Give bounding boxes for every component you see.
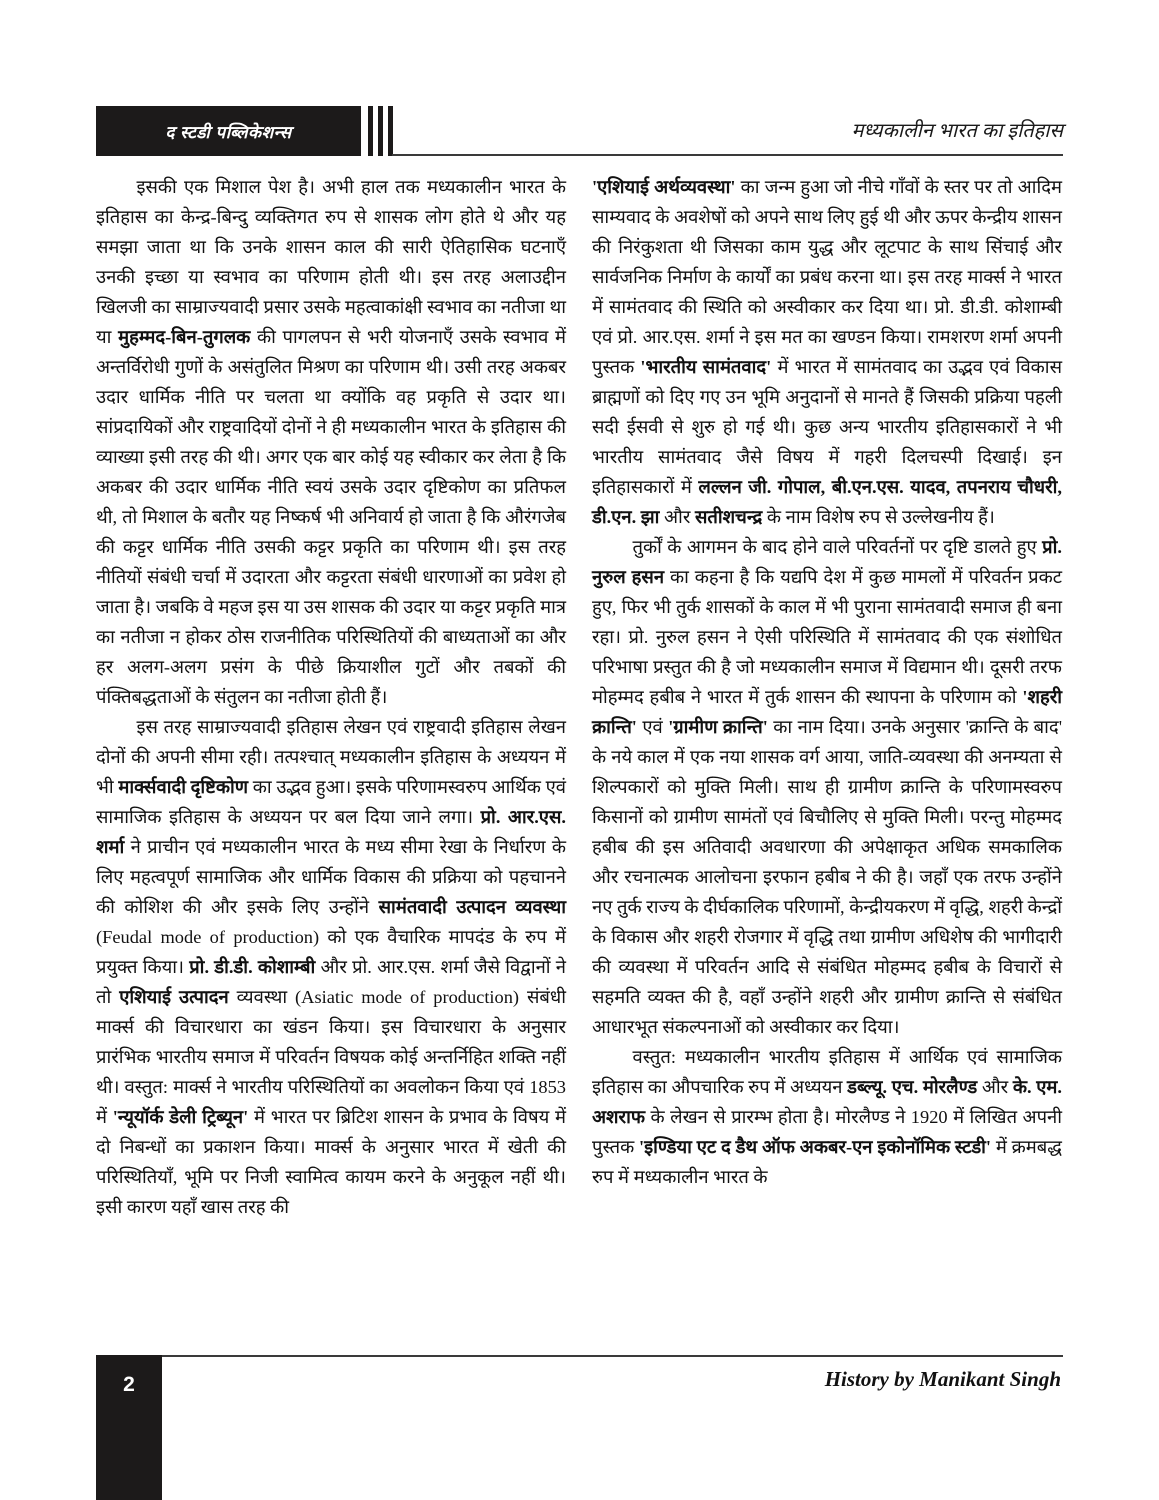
- running-header: [96, 106, 1063, 160]
- author-credit: History by Manikant Singh: [824, 1367, 1061, 1391]
- body-text: इसकी एक मिशाल पेश है। अभी हाल तक मध्यकालीन भारत के इतिहास का केन्द्र-बिन्दु व्यक्तिगत रुप से शासक लोग होते थे और यह समझा जाता था कि उनके शासन काल की सारी ऐतिहासिक घटनाएँ उनकी इच्छा या स्वभाव का परिणाम होती थी। इस तरह अलाउद्दीन खिलजी का साम्राज्यवादी प्रसार उसके महत्वाकांक्षी स्वभाव का नतीजा था या: [96, 177, 566, 347]
- body-text: (Feudal mode of production) को एक वैचारिक मापदंड के रुप में प्रयुक्त किया।: [96, 927, 566, 977]
- right-column: [592, 172, 1062, 1350]
- emphasis-term: प्रो. आर.एस. शर्मा: [96, 807, 566, 857]
- body-text: का उद्भव हुआ। इसके परिणामस्वरुप आर्थिक एवं सामाजिक इतिहास के अध्ययन पर बल दिया जाने लगा।: [96, 777, 566, 827]
- paragraph: [592, 1042, 1062, 1192]
- emphasis-term: 'न्यूयॉर्क डेली ट्रिब्यून': [112, 1107, 249, 1127]
- body-text: का जन्म हुआ जो नीचे गाँवों के स्तर पर तो आदिम साम्यवाद के अवशेषों को अपने साथ लिए हुई थी और ऊपर केन्द्रीय शासन की निरंकुशता थी जिसका काम युद्ध और लूटपाट के साथ सिंचाई और सार्वजनिक निर्माण के कार्यों का प्रबंध करना था। इस तरह मार्क्स ने भारत में सामंतवाद की स्थिति को अस्वीकार कर दिया था। प्रो. डी.डी. कोशाम्बी एवं प्रो. आर.एस. शर्मा ने इस मत का खण्डन किया। रामशरण शर्मा अपनी पुस्तक: [592, 177, 1062, 377]
- body-text: इस तरह साम्राज्यवादी इतिहास लेखन एवं राष्ट्रवादी इतिहास लेखन दोनों की अपनी सीमा रही। तत्पश्चात् मध्यकालीन इतिहास के अध्ययन में भी: [96, 717, 566, 797]
- body-text: में भारत में सामंतवाद का उद्भव एवं विकास ब्राह्मणों को दिए गए उन भूमि अनुदानों से मानते हैं जिसकी प्रक्रिया पहली सदी ईसवी से शुरु हो गई थी। कुछ अन्य भारतीय इतिहासकारों ने भी भारतीय सामंतवाद जैसे विषय में गहरी दिलचस्पी दिखाई। इन इतिहासकारों में: [592, 357, 1063, 497]
- body-columns: [96, 172, 1063, 1350]
- emphasis-term: 'भारतीय सामंतवाद': [640, 357, 772, 377]
- emphasis-term: के. एम. अशराफ: [592, 1077, 1062, 1127]
- emphasis-term: सतीशचन्द्र: [694, 507, 763, 527]
- footer-rule: [162, 1355, 1063, 1357]
- header-rule: [392, 154, 1063, 156]
- body-text: और: [977, 1077, 1013, 1097]
- book-title: मध्यकालीन भारत का इतिहास: [851, 120, 1063, 142]
- body-text: और प्रो. आर.एस. शर्मा जैसे विद्वानों ने तो: [96, 957, 566, 1007]
- body-text: में क्रमबद्ध रुप में मध्यकालीन भारत के: [592, 1137, 1062, 1187]
- emphasis-term: मुहम्मद-बिन-तुगलक: [118, 327, 251, 347]
- page-number: 2: [123, 1373, 135, 1396]
- emphasis-term: प्रो. नुरुल हसन: [592, 537, 1062, 587]
- emphasis-term: 'इण्डिया एट द डैथ ऑफ अकबर-एन इकोनॉमिक स्टडी': [639, 1137, 992, 1157]
- header-bar-2: [378, 106, 383, 156]
- body-text: के नाम विशेष रुप से उल्लेखनीय हैं।: [762, 507, 995, 527]
- header-bar-1: [368, 106, 373, 156]
- paragraph: [96, 172, 566, 712]
- emphasis-term: सामंतवादी उत्पादन व्यवस्था: [378, 897, 566, 917]
- body-text: का कहना है कि यद्यपि देश में कुछ मामलों में परिवर्तन प्रकट हुए, फिर भी तुर्क शासकों के काल में भी पुराना सामंतवादी समाज ही बना रहा। प्रो. नुरुल हसन ने ऐसी परिस्थिति में सामंतवाद की एक संशोधित परिभाषा प्रस्तुत की है जो मध्यकालीन समाज में विद्यमान थी। दूसरी तरफ मोहम्मद हबीब ने भारत में तुर्क शासन की स्थापना के परिणाम को: [592, 567, 1062, 707]
- body-text: ने प्राचीन एवं मध्यकालीन भारत के मध्य सीमा रेखा के निर्धारण के लिए महत्वपूर्ण सामाजिक और धार्मिक विकास की प्रक्रिया को पहचानने की कोशिश की और इसके लिए उन्होंने: [96, 837, 566, 917]
- body-text: वस्तुत: मध्यकालीन भारतीय इतिहास में आर्थिक एवं सामाजिक इतिहास का औपचारिक रुप में अध्ययन: [592, 1047, 1062, 1097]
- page-footer: [96, 1355, 1063, 1500]
- paragraph: [592, 172, 1062, 532]
- paragraph: [96, 712, 566, 1222]
- body-text: एवं: [636, 717, 669, 737]
- body-text: व्यवस्था (Asiatic mode of production) संबंधी मार्क्स की विचारधारा का खंडन किया। इस विचारधारा के अनुसार प्रारंभिक भारतीय समाज में परिवर्तन विषयक कोई अन्तर्निहित शक्ति नहीं थी। वस्तुत: मार्क्स ने भारतीय परिस्थितियों का अवलोकन किया एवं 1853 में: [96, 987, 567, 1127]
- paragraph: [592, 532, 1062, 1042]
- emphasis-term: लल्लन जी. गोपाल, बी.एन.एस. यादव, तपनराय चौधरी, डी.एन. झा: [592, 477, 1062, 527]
- emphasis-term: 'एशियाई अर्थव्यवस्था': [592, 177, 736, 197]
- publisher-name: द स्टडी पब्लिकेशन्स: [165, 122, 292, 142]
- body-text: की पागलपन से भरी योजनाएँ उसके स्वभाव में अन्तर्विरोधी गुणों के असंतुलित मिश्रण का परिणाम थी। उसी तरह अकबर उदार धार्मिक नीति पर चलता था क्योंकि वह प्रकृति से उदार था। सांप्रदायिकों और राष्ट्रवादियों दोनों ने ही मध्यकालीन भारत के इतिहास की व्याख्या इसी तरह की थी। अगर एक बार कोई यह स्वीकार कर लेता है कि अकबर की उदार धार्मिक नीति स्वयं उसके उदार दृष्टिकोण का प्रतिफल थी, तो मिशाल के बतौर यह निष्कर्ष भी अनिवार्य हो जाता है कि औरंगजेब की कट्टर धार्मिक नीति उसकी कट्टर प्रकृति का परिणाम थी। इस तरह नीतियों संबंधी चर्चा में उदारता और कट्टरता संबंधी धारणाओं का प्रवेश हो जाता है। जबकि वे महज इस या उस शासक की उदार या कट्टर प्रकृति मात्र का नतीजा न होकर ठोस राजनीतिक परिस्थितियों की बाध्यताओं का और हर अलग-अलग प्रसंग के पीछे क्रियाशील गुटों और तबकों की पंक्तिबद्धताओं के संतुलन का नतीजा होती हैं।: [96, 327, 566, 707]
- body-text: में भारत पर ब्रिटिश शासन के प्रभाव के विषय में दो निबन्धों का प्रकाशन किया। मार्क्स के अनुसार भारत में खेती की परिस्थितियाँ, भूमि पर निजी स्वामित्व कायम करने के अनुकूल नहीं थी। इसी कारण यहाँ खास तरह की: [96, 1107, 566, 1217]
- body-text: का नाम दिया। उनके अनुसार 'क्रान्ति के बाद' के नये काल में एक नया शासक वर्ग आया, जाति-व्यवस्था की अनम्यता से शिल्पकारों को मुक्ति मिली। साथ ही ग्रामीण क्रान्ति के परिणामस्वरुप किसानों को ग्रामीण सामंतों एवं बिचौलिए से मुक्ति मिली। परन्तु मोहम्मद हबीब की इस अतिवादी अवधारणा की अपेक्षाकृत अधिक समकालिक और रचनात्मक आलोचना इरफान हबीब ने की है। जहाँ एक तरफ उन्होंने नए तुर्क राज्य के दीर्घकालिक परिणामों, केन्द्रीयकरण में वृद्धि, शहरी केन्द्रों के विकास और शहरी रोजगार में वृद्धि तथा ग्रामीण अधिशेष की भागीदारी की व्यवस्था में परिवर्तन आदि से संबंधित मोहम्मद हबीब के विचारों से सहमति व्यक्त की है, वहाँ उन्होंने शहरी और ग्रामीण क्रान्ति से संबंधित आधारभूत संकल्पनाओं को अस्वीकार कर दिया।: [592, 717, 1063, 1037]
- emphasis-term: डब्ल्यू. एच. मोरलैण्ड: [847, 1077, 978, 1097]
- body-text: तुर्कों के आगमन के बाद होने वाले परिवर्तनों पर दृष्टि डालते हुए: [632, 537, 1043, 557]
- emphasis-term: एशियाई उत्पादन: [119, 987, 229, 1007]
- emphasis-term: मार्क्सवादी दृष्टिकोण: [118, 777, 249, 797]
- header-decorative-bars: [368, 106, 393, 156]
- emphasis-term: 'ग्रामीण क्रान्ति': [668, 717, 768, 737]
- header-bar-3: [388, 106, 393, 156]
- left-column: [96, 172, 566, 1350]
- emphasis-term: 'शहरी क्रान्ति': [592, 687, 1062, 737]
- body-text: और: [659, 507, 695, 527]
- emphasis-term: प्रो. डी.डी. कोशाम्बी: [189, 957, 316, 977]
- body-text: के लेखन से प्रारम्भ होता है। मोरलैण्ड ने 1920 में लिखित अपनी पुस्तक: [592, 1107, 1062, 1157]
